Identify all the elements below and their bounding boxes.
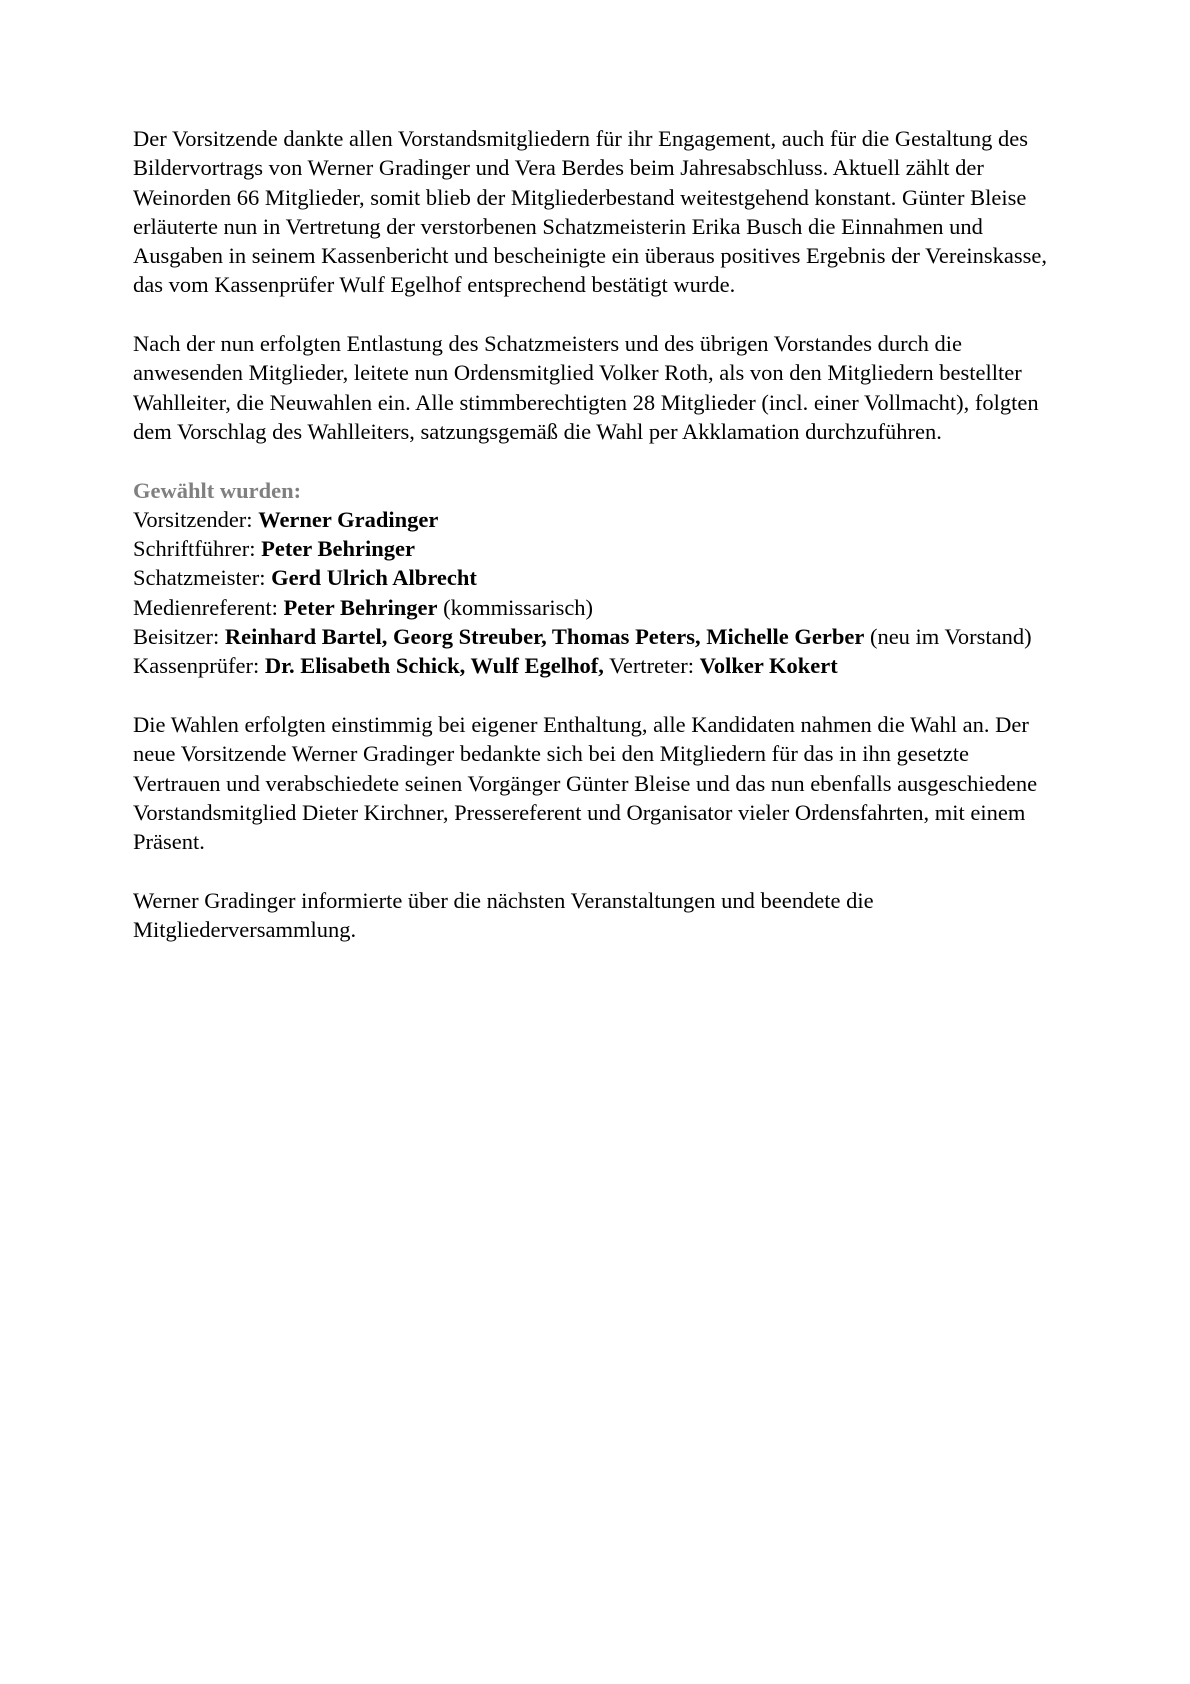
note-text: (kommissarisch) — [437, 594, 594, 620]
role-label: Schatzmeister: — [133, 565, 272, 591]
vertreter-name: Volker Kokert — [699, 653, 838, 679]
elected-item-kassenpruefer — [133, 651, 1061, 680]
document-content — [133, 124, 1061, 974]
elected-section — [133, 476, 1061, 681]
paragraph-intro: Der Vorsitzende dankte allen Vorstandsmitgliedern für ihr Engagement, auch für die Gestaltung des Bildervortrags von Werner Gradinger und Vera Berdes beim Jahresabschluss. Aktuell zählt der Weinorden 66 Mitglieder, somit blieb der Mitgliederbestand weitestgehend konstant. Günter Bleise erläuterte nun in Vertretung der verstorbenen Schatzmeisterin Erika Busch die Einnahmen und Ausgaben in seinem Kassenbericht und bescheinigte ein überaus positives Ergebnis der Vereinskasse, das vom Kassenprüfer Wulf Egelhof entsprechend bestätigt wurde. — [133, 126, 1047, 298]
role-label: Schriftführer: — [133, 536, 262, 562]
elected-names: Reinhard Bartel, Georg Streuber, Thomas Peters, Michelle Gerber — [224, 624, 865, 650]
role-label: Kassenprüfer: — [133, 653, 265, 679]
note-text: (neu im Vorstand) — [864, 624, 1032, 650]
elected-item-beisitzer — [133, 622, 1061, 651]
paragraph-elections-intro: Nach der nun erfolgten Entlastung des Schatzmeisters und des übrigen Vorstandes durch die anwesenden Mitglieder, leitete nun Ordensmitglied Volker Roth, als von den Mitgliedern bestellter Wahlleiter, die Neuwahlen ein. Alle stimmberechtigten 28 Mitglieder (incl. einer Vollmacht), folgten dem Vorschlag des Wahlleiters, satzungsgemäß die Wahl per Akklamation durchzuführen. — [133, 331, 1039, 444]
elected-names: Peter Behringer — [261, 536, 415, 562]
role-label: Beisitzer: — [133, 624, 225, 650]
elected-item-schriftfuehrer — [133, 534, 1061, 563]
elected-item-vorsitzender — [133, 505, 1061, 534]
role-label: Medienreferent: — [133, 594, 284, 620]
vertreter-label: Vertreter: — [603, 653, 700, 679]
paragraph-abschluss: Werner Gradinger informierte über die nächsten Veranstaltungen und beendete die Mitgliederversammlung. — [133, 887, 874, 943]
elected-item-schatzmeister — [133, 563, 1061, 592]
elected-names: Werner Gradinger — [258, 506, 439, 532]
elected-names: Dr. Elisabeth Schick, Wulf Egelhof, — [264, 653, 604, 679]
role-label: Vorsitzender: — [133, 506, 259, 532]
paragraph-wahl-ergebnis: Die Wahlen erfolgten einstimmig bei eigener Enthaltung, alle Kandidaten nahmen die Wahl an. Der neue Vorsitzende Werner Gradinger bedankte sich bei den Mitgliedern für das in ihn gesetzte Vertrauen und verabschiedete seinen Vorgänger Günter Bleise und das nun ebenfalls ausgeschiedene Vorstandsmitglied Dieter Kirchner, Pressereferent und Organisator vieler Ordensfahrten, mit einem Präsent. — [133, 711, 1038, 855]
elected-names: Peter Behringer — [283, 594, 438, 620]
elected-item-medienreferent — [133, 593, 1061, 622]
elected-names: Gerd Ulrich Albrecht — [271, 565, 477, 591]
elected-heading: Gewählt wurden: — [133, 477, 302, 503]
